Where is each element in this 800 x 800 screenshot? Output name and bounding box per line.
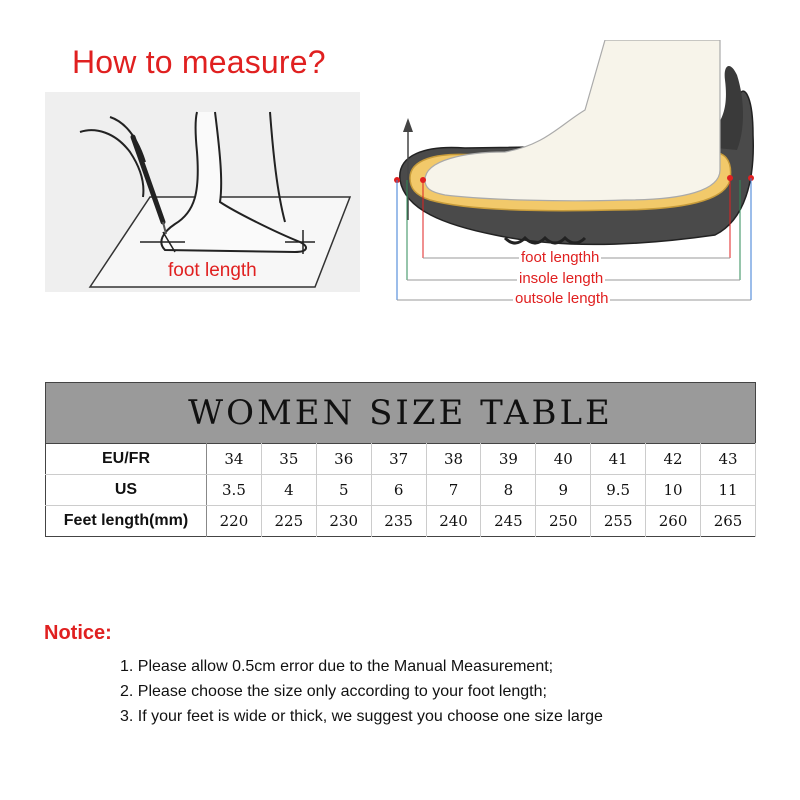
table-row: [46, 475, 756, 506]
table-row: [46, 444, 756, 475]
table-cell: 10: [646, 475, 701, 506]
table-cell: 39: [481, 444, 536, 475]
table-cell: 6: [371, 475, 426, 506]
table-cell: 42: [646, 444, 701, 475]
table-cell: 40: [536, 444, 591, 475]
list-item: 3. If your feet is wide or thick, we suggest you choose one size large: [120, 708, 603, 725]
foot-length-label: foot length: [168, 260, 257, 281]
row-label: US: [46, 475, 207, 506]
table-cell: 255: [591, 506, 646, 537]
table-cell: 3.5: [207, 475, 262, 506]
list-item: 1. Please allow 0.5cm error due to the Manual Measurement;: [120, 658, 554, 675]
outsole-length-label: outsole length: [515, 290, 609, 307]
table-cell: 34: [207, 444, 262, 475]
table-cell: 37: [371, 444, 426, 475]
table-cell: 4: [261, 475, 316, 506]
table-cell: 9: [536, 475, 591, 506]
size-table-grid: [45, 443, 756, 537]
table-cell: 35: [261, 444, 316, 475]
how-to-measure-title: How to measure?: [72, 44, 326, 80]
table-cell: 38: [426, 444, 481, 475]
table-cell: 43: [701, 444, 756, 475]
table-cell: 245: [481, 506, 536, 537]
list-item: 2. Please choose the size only according to your foot length;: [120, 683, 547, 700]
notice-list: [120, 654, 603, 729]
row-label: Feet length(mm): [46, 506, 207, 537]
table-cell: 9.5: [591, 475, 646, 506]
table-cell: 240: [426, 506, 481, 537]
table-cell: 220: [207, 506, 262, 537]
table-cell: 7: [426, 475, 481, 506]
table-cell: 250: [536, 506, 591, 537]
table-cell: 230: [316, 506, 371, 537]
table-cell: 8: [481, 475, 536, 506]
table-cell: 5: [316, 475, 371, 506]
table-cell: 235: [371, 506, 426, 537]
row-label: EU/FR: [46, 444, 207, 475]
table-cell: 260: [646, 506, 701, 537]
table-row: [46, 506, 756, 537]
table-cell: 225: [261, 506, 316, 537]
shoe-cross-section: [385, 40, 765, 310]
table-cell: 36: [316, 444, 371, 475]
size-table: [45, 382, 756, 537]
foot-length-measure-label: foot lengthh: [521, 249, 600, 266]
notice-title: Notice:: [44, 622, 112, 644]
table-cell: 265: [701, 506, 756, 537]
table-cell: 41: [591, 444, 646, 475]
table-cell: 11: [701, 475, 756, 506]
insole-length-label: insole length: [519, 270, 604, 287]
size-table-title: WOMEN SIZE TABLE: [45, 382, 756, 443]
